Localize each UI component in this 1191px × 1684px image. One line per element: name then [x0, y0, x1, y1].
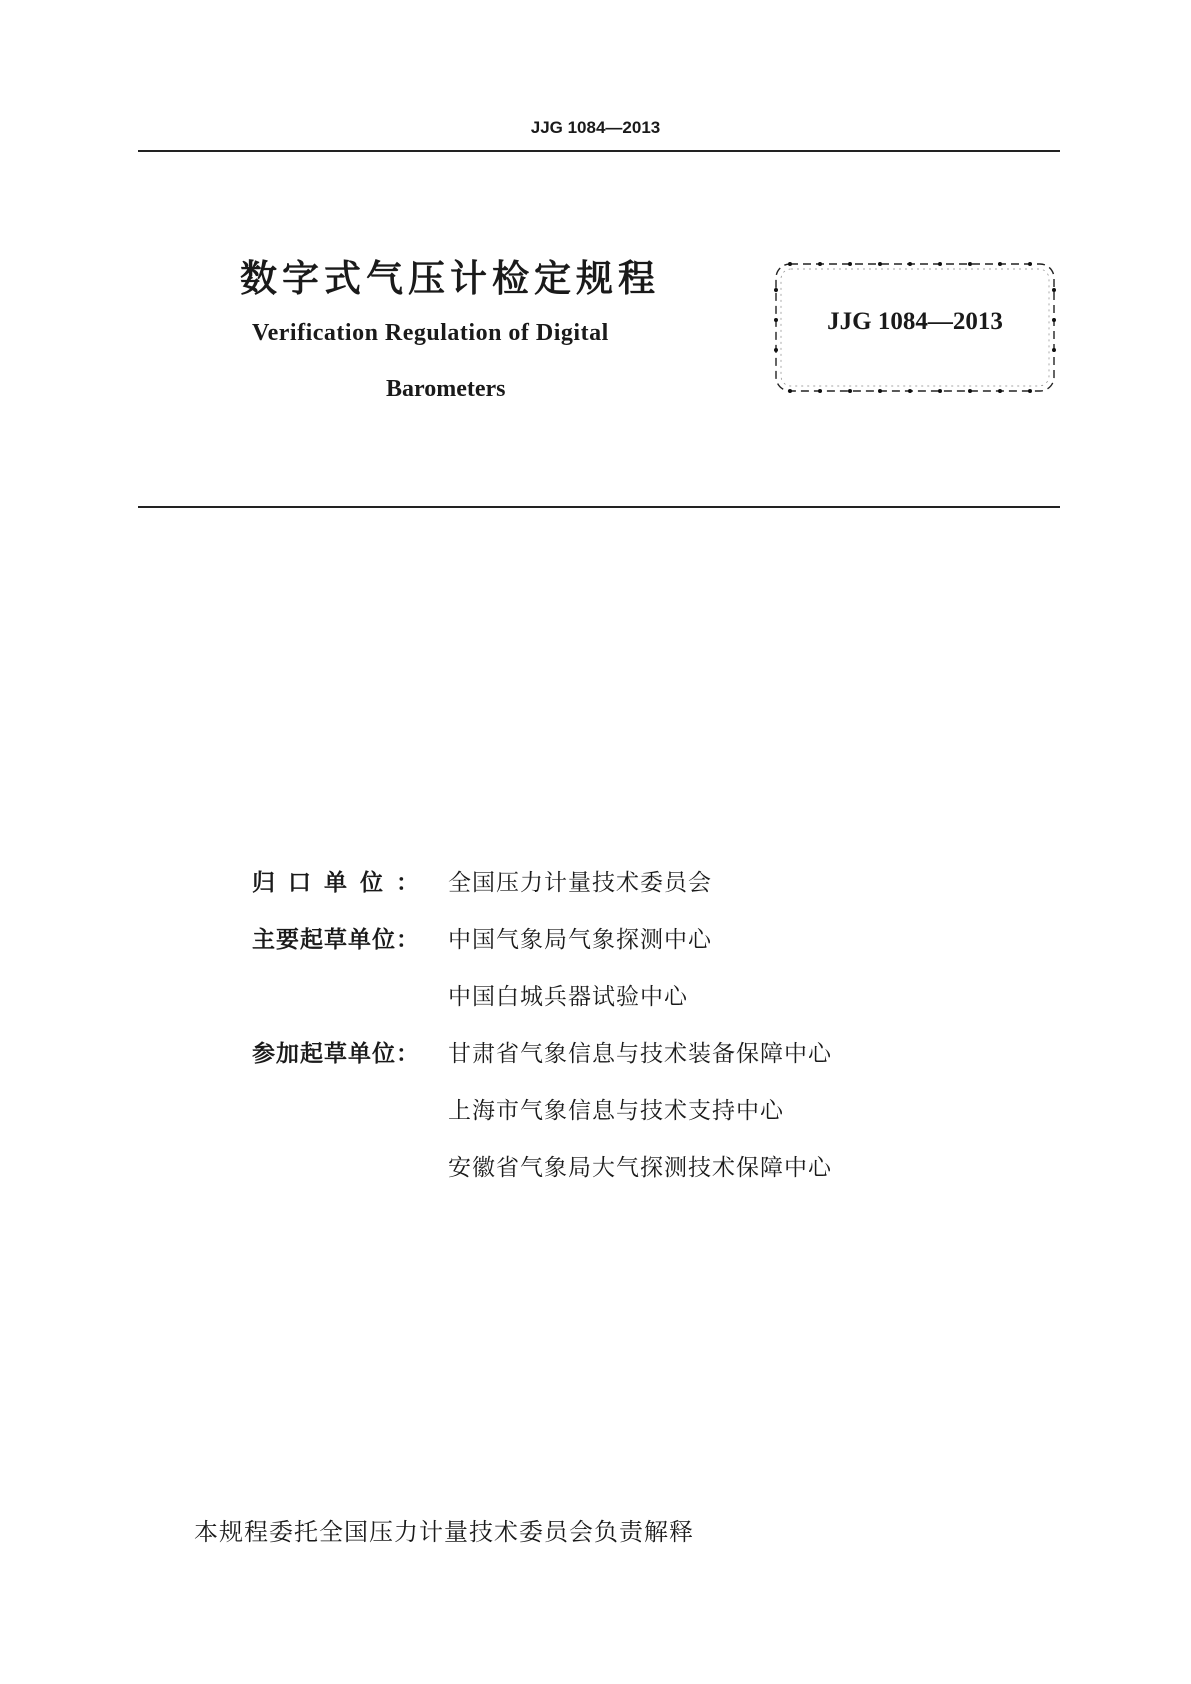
- title-english-line-2: Barometers: [386, 376, 506, 402]
- responsible-unit-row: [252, 852, 832, 909]
- participating-unit-row: [252, 1023, 832, 1080]
- participating-unit-row: [252, 1137, 832, 1194]
- standard-number-box: [772, 260, 1058, 395]
- drafting-units-block: [252, 852, 832, 1194]
- responsible-unit-label: 归口单位：: [252, 870, 432, 896]
- bottom-divider: [138, 506, 1060, 508]
- main-drafting-unit: 中国白城兵器试验中心: [448, 984, 688, 1010]
- title-english-line-1: Verification Regulation of Digital: [252, 320, 609, 346]
- participating-unit-row: [252, 1080, 832, 1137]
- title-chinese: 数字式气压计检定规程: [240, 257, 660, 300]
- participating-unit: 上海市气象信息与技术支持中心: [448, 1098, 784, 1124]
- interpretation-note: 本规程委托全国压力计量技术委员会负责解释: [194, 1518, 694, 1546]
- responsible-unit-value: 全国压力计量技术委员会: [448, 870, 712, 896]
- main-drafting-unit-row: [252, 909, 832, 966]
- participating-unit: 甘肃省气象信息与技术装备保障中心: [448, 1041, 832, 1067]
- participating-label: 参加起草单位：: [252, 1041, 420, 1067]
- top-divider: [138, 150, 1060, 152]
- main-drafting-unit-row: [252, 966, 832, 1023]
- main-drafting-unit: 中国气象局气象探测中心: [448, 927, 712, 953]
- participating-unit: 安徽省气象局大气探测技术保障中心: [448, 1155, 832, 1181]
- standard-number: JJG 1084—2013: [827, 308, 1003, 335]
- main-drafting-label: 主要起草单位：: [252, 927, 420, 953]
- header-standard-code: JJG 1084—2013: [530, 118, 661, 137]
